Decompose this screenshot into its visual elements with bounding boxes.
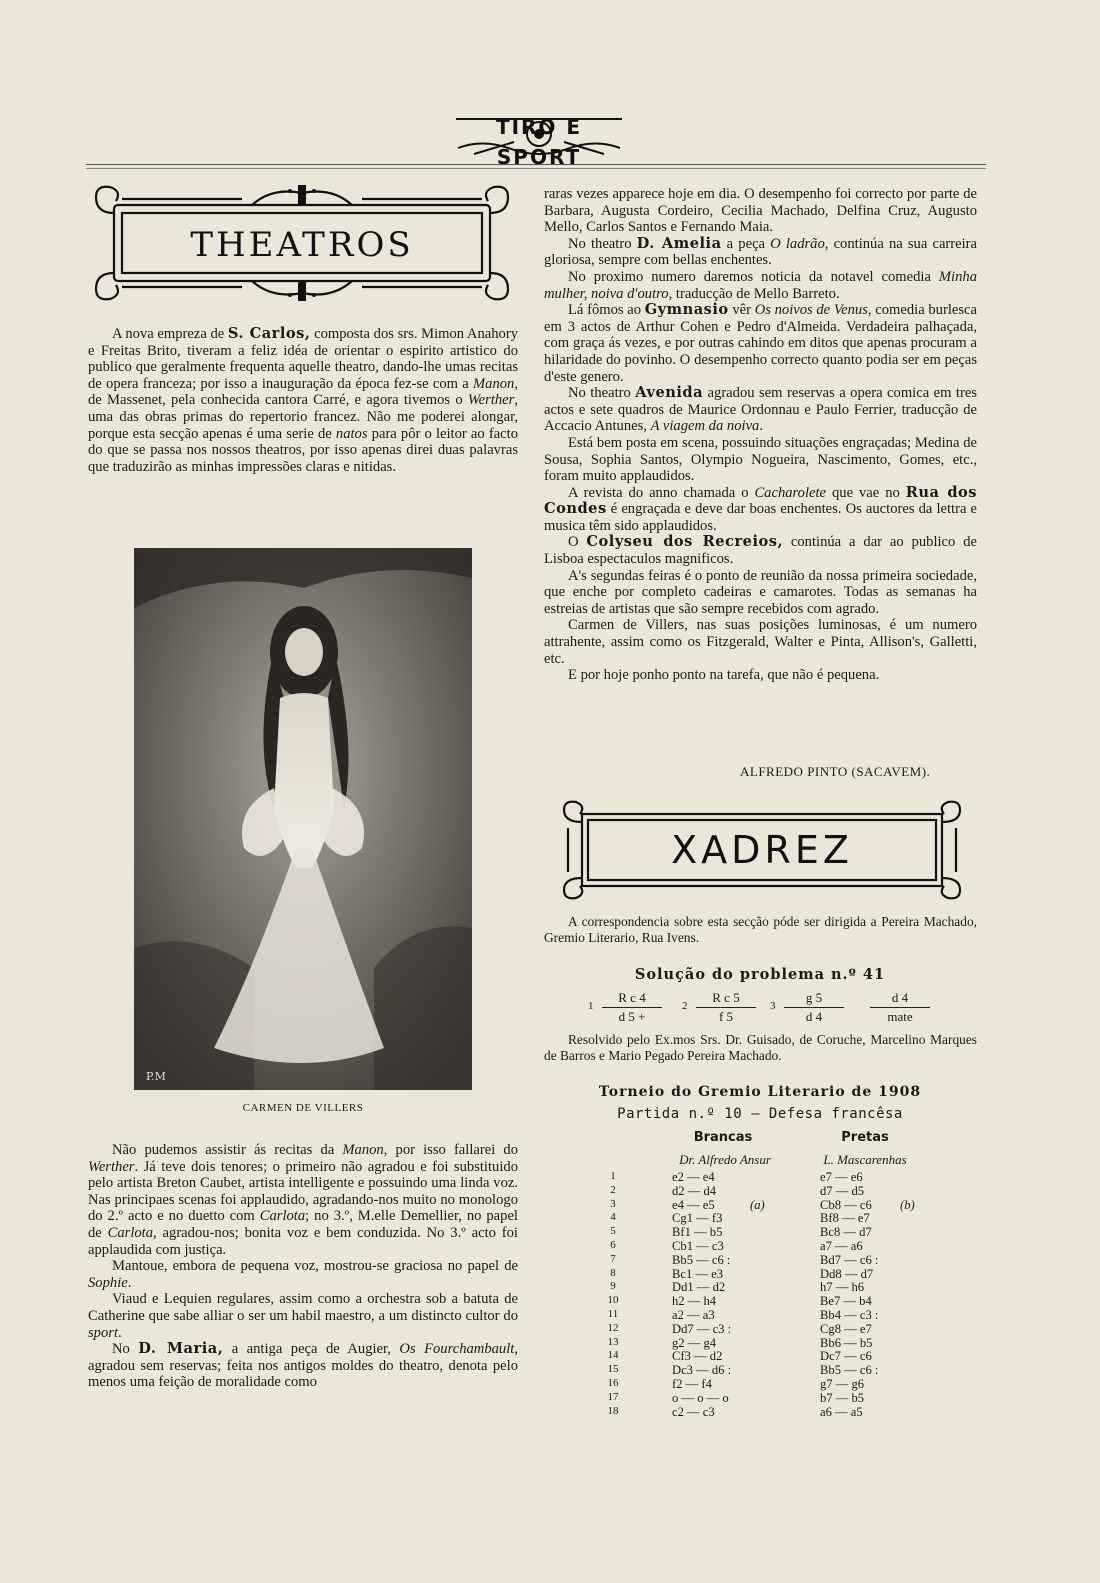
- black-move: a7 — a6: [820, 1239, 863, 1253]
- bold-venue-name: Gymnasio: [644, 301, 729, 319]
- text-run: Está bem posta em scena, possuindo situações engraçadas; Medina de Sousa, Sophia Santos, Olympio Nogueira, Nascimento, Gomes, etc., foram muito applaudidos.: [544, 434, 977, 485]
- black-move-annotation: (b): [900, 1197, 915, 1212]
- text-run: ; no 3.º, M.elle Demellier, no papel de: [88, 1208, 518, 1241]
- italic-title: Os noivos de Venus: [754, 302, 868, 319]
- white-label: Brancas: [693, 1130, 753, 1145]
- bold-venue-name: Rua dos Condes: [544, 483, 977, 518]
- text-run: vêr: [728, 302, 755, 319]
- move-number: 5: [610, 1225, 616, 1238]
- header-rule: [86, 164, 986, 165]
- solution-white-move: g 5: [784, 990, 844, 1008]
- text-run: A's segundas feiras é o ponto de reunião da nossa primeira sociedade, que enche por completo cadeiras e camarotes. Todas as semanas ha estreias de artistas que são sempre recebidos com agrado.: [544, 567, 977, 617]
- move-number: 7: [610, 1252, 616, 1265]
- text-run: é engraçada e deve dar boas enchentes. Os auctores da lettra e musica têm sido applaudidos.: [544, 501, 977, 534]
- text-run: No: [112, 1341, 139, 1358]
- solution-black-move: mate: [887, 1009, 913, 1024]
- white-move: Dd7 — c3 :: [672, 1321, 732, 1336]
- text-run: composta dos srs. Mimon Anahory e Freitas Brito, tiveram a feliz idéa de orientar o espirito artistico do publico que geralmente frequenta aquelle theatro, dando-lhe umas recitas de opera franceza; por isso a inauguração da época fez-se com a: [88, 326, 519, 392]
- solution-move-number: 2: [682, 1000, 688, 1012]
- bold-venue-name: Colyseu dos Recreios,: [586, 533, 784, 551]
- text-run: , agradou-nos; bonita voz e bem conduzida. No 3.º acto foi applaudida com justiça.: [88, 1224, 518, 1258]
- white-move: Bf1 — b5: [672, 1225, 723, 1240]
- move-number: 2: [610, 1183, 616, 1196]
- italic-title: A viagem da noiva: [650, 418, 760, 435]
- theatros-intro-text: [88, 326, 518, 475]
- white-move: a2 — a3: [672, 1308, 715, 1322]
- move-number: 17: [607, 1390, 619, 1403]
- bold-venue-name: S. Carlos,: [227, 325, 311, 342]
- move-number: 16: [607, 1377, 619, 1389]
- italic-title: Carlota: [259, 1208, 306, 1225]
- solution-move-number: 1: [588, 1000, 594, 1012]
- black-move: a6 — a5: [820, 1404, 863, 1419]
- italic-title: Os Fourchambault: [399, 1341, 515, 1358]
- black-label: Pretas: [841, 1130, 889, 1145]
- bold-venue-name: D. Amelia: [636, 234, 722, 252]
- black-move: h7 — h6: [820, 1280, 865, 1295]
- black-move: Bd7 — c6 :: [820, 1252, 879, 1267]
- torneio-title: Torneio do Gremio Literario de 1908: [598, 1084, 922, 1100]
- white-move-annotation: (a): [750, 1197, 765, 1212]
- white-move: c2 — c3: [672, 1404, 715, 1419]
- white-move: Dc3 — d6 :: [672, 1363, 732, 1378]
- white-move: Bc1 — e3: [672, 1266, 724, 1281]
- text-run: Viaud e Lequien regulares, assim como a orchestra sob a batuta de Catherine que sabe alliar o ser um habil maestro, a um distincto cultor do: [88, 1291, 518, 1324]
- black-move: Bb6 — b5: [820, 1335, 873, 1350]
- text-run: para pôr o leitor ao facto do que se passa nos nossos theatros, por isso apenas direi duas palavras que traduzirão as minhas impressões claras e nitidas.: [88, 425, 519, 475]
- white-player: Dr. Alfredo Ansur: [679, 1152, 771, 1167]
- move-number: 18: [607, 1404, 619, 1417]
- paragraph: [544, 385, 977, 435]
- text-run: No theatro: [568, 235, 637, 252]
- text-run: Mantoue, embora de pequena voz, mostrou-se graciosa no papel de: [112, 1258, 518, 1275]
- paragraph: [88, 1341, 518, 1391]
- text-run: a peça: [721, 235, 771, 252]
- text-run: agradou sem reservas a opera comica em tres actos e sete quadros de Maurice Ordonnau e Paulo Ferrier, traducção de Accacio Antunes,: [544, 385, 977, 435]
- italic-title: Werther: [467, 392, 515, 409]
- paragraph: [88, 1142, 518, 1258]
- black-move: Bc8 — d7: [820, 1225, 872, 1240]
- black-move: Dc7 — c6: [820, 1349, 872, 1364]
- black-move: Cg8 — e7: [820, 1321, 872, 1336]
- italic-title: natos: [335, 425, 368, 442]
- text-run: , comedia burlesca em 3 actos de Arthur Cohen e Pedro d'Almeida. Verdadeira palhaçada, com graça ás vezes, e por outras cahindo em ditos que apenas procuram a hilaridade do povinho. O desempenho correcto quanto podia ser em peças d'este genero.: [544, 302, 977, 385]
- text-run: Carmen de Villers, nas suas posições luminosas, é um numero attrahente, assim como os Fitzgerald, Walter e Pinta, Allison's, Galletti, etc.: [544, 617, 977, 667]
- white-move: Bb5 — c6 :: [672, 1252, 731, 1267]
- move-number: 14: [607, 1349, 619, 1362]
- italic-title: Cacharolete: [754, 484, 827, 501]
- white-move: e4 — e5: [672, 1197, 715, 1212]
- xadrez-intro: [544, 914, 977, 946]
- solved-by-text: Resolvido pelo Ex.mos Srs. Dr. Guisado, de Coruche, Marcelino Marques de Barros e Mario Pegado Pereira Machado.: [544, 1032, 977, 1063]
- white-move: g2 — g4: [672, 1335, 717, 1350]
- solution-move: [602, 990, 662, 1025]
- photo-mark: P.M: [146, 1070, 166, 1083]
- white-move: Cb1 — c3: [672, 1239, 724, 1253]
- text-run: Lá fômos ao: [568, 302, 645, 319]
- solution-move: [784, 990, 844, 1025]
- move-number: 11: [607, 1308, 619, 1320]
- move-number: 6: [610, 1239, 616, 1251]
- move-number: 3: [610, 1197, 616, 1210]
- text-run: raras vezes apparece hoje em dia. O desempenho foi correcto por parte de Barbara, Augusta Cordeiro, Cecilia Machado, Delfina Cruz, Augusto Mello, Carlos Santos e Fernando Maia.: [544, 186, 977, 236]
- text-run: Não pudemos assistir ás recitas da: [112, 1142, 343, 1158]
- masthead-text: TIRO E SPORT: [495, 115, 583, 169]
- move-number: 10: [607, 1294, 619, 1307]
- black-move: Bf8 — e7: [820, 1211, 870, 1226]
- italic-title: Minha mulher, noiva d'outro: [544, 268, 977, 302]
- black-move: Cb8 — c6: [820, 1197, 872, 1212]
- paragraph: [88, 1258, 518, 1291]
- solution-white-move: d 4: [870, 990, 930, 1008]
- black-move: Dd8 — d7: [820, 1266, 874, 1281]
- paragraph: [544, 186, 977, 236]
- bold-venue-name: Avenida: [635, 384, 704, 402]
- solution-moves: [588, 990, 948, 1030]
- black-move: g7 — g6: [820, 1377, 865, 1391]
- move-number: 1: [610, 1170, 616, 1182]
- text-run: , traducção de Mello Barreto.: [668, 285, 840, 302]
- black-move: Be7 — b4: [820, 1294, 872, 1309]
- text-run: A revista do anno chamada o: [568, 484, 755, 501]
- solution-black-move: d 4: [805, 1009, 823, 1024]
- black-move: d7 — d5: [820, 1183, 865, 1198]
- masthead-logo: [454, 112, 624, 169]
- italic-title: Carlota: [107, 1224, 154, 1241]
- paragraph: [544, 302, 977, 385]
- text-run: E por hoje ponho ponto na tarefa, que não é pequena.: [568, 667, 880, 684]
- move-number: 13: [607, 1335, 619, 1348]
- move-number: 15: [607, 1363, 619, 1376]
- white-move: e2 — e4: [672, 1170, 715, 1184]
- italic-title: O ladrão: [770, 235, 825, 252]
- paragraph: [544, 568, 977, 618]
- header-rule-secondary: [86, 168, 986, 169]
- paragraph: [544, 534, 977, 567]
- paragraph: [544, 485, 977, 535]
- white-move: f2 — f4: [672, 1377, 712, 1391]
- white-move: o — o — o: [672, 1390, 729, 1405]
- italic-title: Sophie: [88, 1274, 128, 1291]
- text-run: .: [118, 1324, 122, 1341]
- text-run: a antiga peça de Augier,: [223, 1341, 400, 1358]
- text-run: No theatro: [568, 385, 636, 402]
- theatros-frame: [92, 183, 512, 303]
- text-run: , continúa na sua carreira gloriosa, sempre com bellas enchentes.: [544, 235, 978, 269]
- solution-black-move: d 5 +: [618, 1009, 646, 1024]
- text-run: .: [127, 1274, 132, 1291]
- black-move: e7 — e6: [820, 1170, 863, 1184]
- text-run: , por isso fallarei do: [383, 1142, 518, 1158]
- white-move: Cg1 — f3: [672, 1211, 723, 1226]
- bold-venue-name: D. Maria,: [138, 1340, 224, 1358]
- move-number: 12: [607, 1321, 619, 1334]
- xadrez-intro-text: A correspondencia sobre esta secção póde ser dirigida a Pereira Machado, Gremio Literario, Rua Ivens.: [544, 914, 977, 945]
- white-move: Cf3 — d2: [672, 1349, 723, 1364]
- text-run: que vae no: [826, 484, 906, 501]
- paragraph: [88, 1291, 518, 1341]
- text-run: , de Massenet, pela conhecida cantora Carré, e agora tivemos o: [88, 375, 518, 409]
- section-title-theatros: THEATROS: [190, 225, 414, 265]
- solution-title: Solução do problema n.º 41: [634, 966, 886, 983]
- paragraph: [544, 236, 977, 269]
- paragraph: [544, 617, 977, 667]
- black-move: Bb4 — c3 :: [820, 1308, 879, 1322]
- italic-title: Werther: [88, 1158, 135, 1175]
- xadrez-frame: [560, 798, 964, 902]
- black-move: Bb5 — c6 :: [820, 1363, 879, 1378]
- masthead: [0, 108, 1100, 170]
- black-player: L. Mascarenhas: [823, 1152, 907, 1167]
- paragraph: [544, 269, 977, 302]
- paragraph: [544, 667, 977, 684]
- photo-caption: CARMEN DE VILLERS: [242, 1102, 364, 1114]
- partida-title: Partida n.º 10 — Defesa francêsa: [617, 1106, 903, 1122]
- solution-move: [696, 990, 756, 1025]
- paragraph: [88, 326, 518, 475]
- solution-move-number: 3: [770, 1000, 776, 1012]
- move-number: 9: [610, 1280, 616, 1293]
- text-run: O: [568, 534, 587, 551]
- section-title-xadrez: XADREZ: [671, 828, 853, 872]
- move-number: 4: [610, 1211, 616, 1224]
- carmen-de-villers-photo: [134, 548, 472, 1090]
- text-run: , uma das obras primas do repertorio francez. Não me poderei alongar, porque esta secção apenas é uma serie de: [88, 392, 518, 442]
- solution-black-move: f 5: [718, 1009, 734, 1024]
- text-run: . Já teve dois tenores; o primeiro não agradou e foi substituido pelo artista Breton Caubet, artista intelligente e possuindo uma linda voz. Nas principaes scenas foi applaudido, agradando-nos muito no monologo do 2.º acto e no duetto com: [88, 1158, 518, 1225]
- portrait-image: [134, 548, 472, 1090]
- paragraph: [544, 435, 977, 485]
- italic-title: Manon: [342, 1142, 384, 1158]
- solved-by: [544, 1032, 977, 1064]
- move-number: 8: [610, 1266, 616, 1279]
- italic-title: sport: [88, 1324, 119, 1341]
- text-run: A nova empreza de: [112, 326, 228, 342]
- text-run: , agradou sem reservas; feita nos antigos moldes do theatro, denota pelo menos uma feição de moralidade como: [88, 1341, 518, 1391]
- theatros-continued-text: [88, 1142, 518, 1391]
- solution-white-move: R c 4: [602, 990, 662, 1008]
- white-move: h2 — h4: [672, 1294, 717, 1309]
- text-run: continúa a dar ao publico de Lisboa espectaculos magnificos.: [544, 534, 977, 568]
- solution-move: [870, 990, 930, 1025]
- black-move: b7 — b5: [820, 1390, 865, 1405]
- white-move: d2 — d4: [672, 1183, 717, 1198]
- italic-title: Manon: [472, 375, 515, 392]
- text-run: No proximo numero daremos noticia da notavel comedia: [568, 268, 939, 285]
- white-move: Dd1 — d2: [672, 1280, 726, 1295]
- solution-white-move: R c 5: [696, 990, 756, 1008]
- theatros-right-column-text: [544, 186, 977, 684]
- text-run: .: [759, 418, 764, 435]
- author-signature: ALFREDO PINTO (SACAVEM).: [740, 764, 931, 779]
